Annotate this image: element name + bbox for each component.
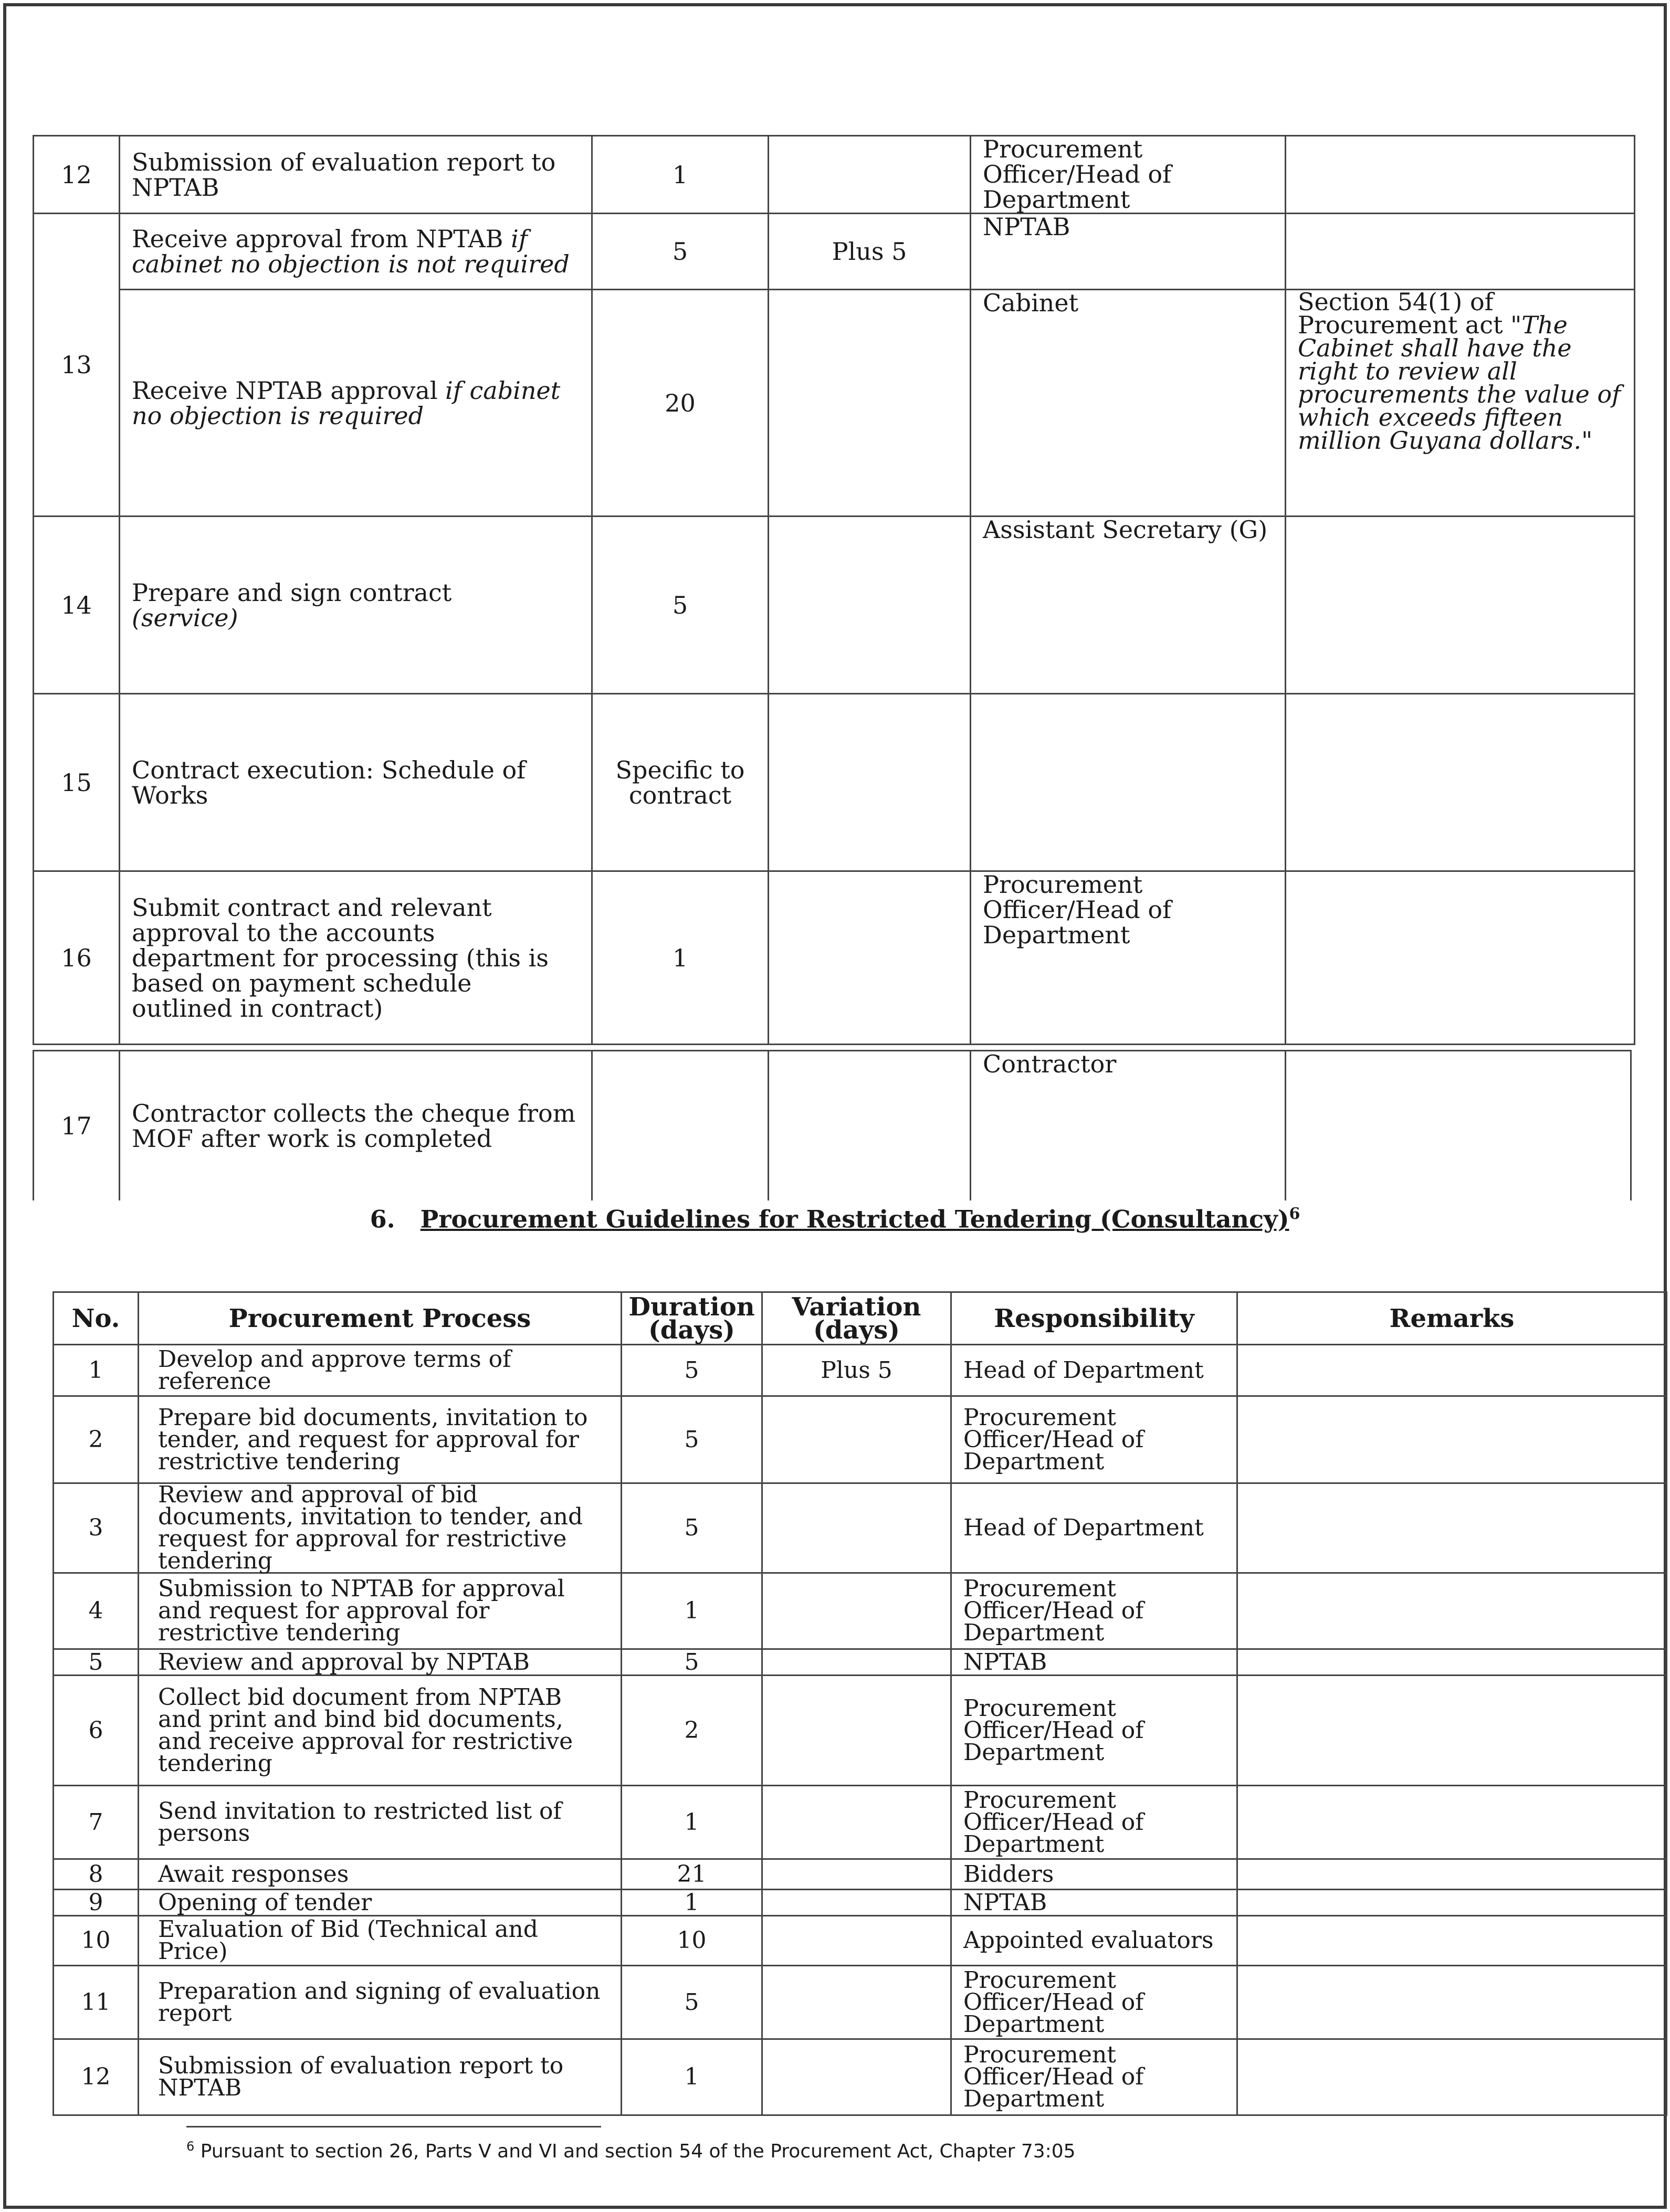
procurement-process: Review and approval by NPTAB — [139, 1649, 622, 1676]
procurement-process: Collect bid document from NPTAB and print and bind bid documents, and receive approval for restrictive tendering — [139, 1676, 622, 1786]
table-row — [54, 2039, 1667, 2115]
responsibility: Head of Department — [951, 1345, 1237, 1396]
table-row — [54, 1966, 1667, 2039]
restricted-tendering-consultancy-table — [52, 1291, 1667, 2116]
duration: 2 — [622, 1676, 762, 1786]
row-number: 4 — [54, 1573, 139, 1649]
row-number: 2 — [54, 1396, 139, 1483]
header-row — [54, 1292, 1667, 1345]
procurement-process: Send invitation to restricted list of persons — [139, 1786, 622, 1859]
row-number: 3 — [54, 1483, 139, 1573]
responsibility: Procurement Officer/Head of Department — [951, 1966, 1237, 2039]
responsibility: NPTAB — [951, 1890, 1237, 1916]
duration: 10 — [622, 1916, 762, 1966]
process-text: Receive NPTAB approval — [132, 376, 438, 405]
row-number: 15 — [34, 694, 120, 871]
header-no: No. — [54, 1292, 139, 1345]
variation — [762, 2039, 951, 2115]
duration: 5 — [592, 517, 769, 694]
table-row — [54, 1676, 1667, 1786]
variation — [769, 290, 971, 517]
remarks — [1237, 1396, 1667, 1483]
remarks — [1286, 517, 1635, 694]
restricted-tendering-goods-table-continued — [33, 135, 1635, 1045]
remarks — [1237, 1649, 1667, 1676]
header-procurement-process: Procurement Process — [139, 1292, 622, 1345]
responsibility: Procurement Officer/Head of Department — [951, 1676, 1237, 1786]
variation — [762, 1916, 951, 1966]
procurement-process: Submission to NPTAB for approval and request for approval for restrictive tendering — [139, 1573, 622, 1649]
variation — [769, 1051, 971, 1200]
remarks-quote: "The Cabinet shall have the right to review all procurements the value of which exceeds fifteen million Guyana dollars." — [1298, 311, 1621, 455]
row-number: 5 — [54, 1649, 139, 1676]
procurement-process: Await responses — [139, 1859, 622, 1890]
duration: 1 — [622, 1573, 762, 1649]
variation — [769, 517, 971, 694]
footnote-divider — [186, 2126, 601, 2127]
remarks — [1237, 1859, 1667, 1890]
duration: 20 — [592, 290, 769, 517]
remarks — [1286, 290, 1635, 517]
responsibility: Procurement Officer/Head of Department — [971, 871, 1286, 1045]
duration: 5 — [622, 1483, 762, 1573]
remarks — [1286, 694, 1635, 871]
row-number: 10 — [54, 1916, 139, 1966]
duration: 5 — [622, 1345, 762, 1396]
header-duration: Duration (days) — [622, 1292, 762, 1345]
remarks — [1237, 2039, 1667, 2115]
table-row — [54, 1345, 1667, 1396]
remarks — [1237, 1916, 1667, 1966]
remarks — [1237, 1573, 1667, 1649]
table-row — [34, 517, 1635, 694]
table-row — [34, 694, 1635, 871]
variation — [769, 871, 971, 1045]
row-number: 1 — [54, 1345, 139, 1396]
table-row — [54, 1786, 1667, 1859]
row-number: 6 — [54, 1676, 139, 1786]
table-row — [54, 1890, 1667, 1916]
table-row — [34, 1051, 1631, 1200]
responsibility: Procurement Officer/Head of Department — [951, 1396, 1237, 1483]
table-row — [54, 1396, 1667, 1483]
header-remarks: Remarks — [1237, 1292, 1667, 1345]
duration: 5 — [622, 1396, 762, 1483]
responsibility — [971, 694, 1286, 871]
remarks — [1286, 136, 1635, 214]
header-responsibility: Responsibility — [951, 1292, 1237, 1345]
procurement-process: Evaluation of Bid (Technical and Price) — [139, 1916, 622, 1966]
procurement-process: Preparation and signing of evaluation report — [139, 1966, 622, 2039]
duration: Specific to contract — [592, 694, 769, 871]
remarks — [1286, 871, 1635, 1045]
responsibility: Assistant Secretary (G) — [971, 517, 1286, 694]
responsibility: Head of Department — [951, 1483, 1237, 1573]
variation — [762, 1859, 951, 1890]
table-row — [34, 214, 1635, 290]
duration: 1 — [622, 1786, 762, 1859]
responsibility: NPTAB — [951, 1649, 1237, 1676]
table-row — [54, 1859, 1667, 1890]
footnote-text: Pursuant to section 26, Parts V and VI and section 54 of the Procurement Act, Chapter 73:05 — [200, 2141, 1076, 2162]
responsibility: Procurement Officer/Head of Department — [971, 136, 1286, 214]
row-number: 8 — [54, 1859, 139, 1890]
row-number: 16 — [34, 871, 120, 1045]
table-row — [34, 136, 1635, 214]
variation — [762, 1786, 951, 1859]
remarks — [1286, 1051, 1631, 1200]
table-row — [54, 1649, 1667, 1676]
duration: 1 — [622, 1890, 762, 1916]
remarks-text: Section 54(1) of Procurement act — [1298, 288, 1503, 339]
table-row — [54, 1483, 1667, 1573]
process-text: Prepare and sign contract — [132, 578, 452, 607]
responsibility: Procurement Officer/Head of Department — [951, 2039, 1237, 2115]
table-row — [54, 1916, 1667, 1966]
section-title: Procurement Guidelines for Restricted Tendering (Consultancy) — [420, 1205, 1289, 1234]
row-number: 9 — [54, 1890, 139, 1916]
remarks — [1237, 1786, 1667, 1859]
row-number: 13 — [34, 214, 120, 517]
procurement-process: Submission of evaluation report to NPTAB — [120, 136, 592, 214]
duration: 1 — [622, 2039, 762, 2115]
section-heading — [0, 1205, 1670, 1233]
variation: Plus 5 — [769, 214, 971, 290]
responsibility: Procurement Officer/Head of Department — [951, 1573, 1237, 1649]
variation — [762, 1890, 951, 1916]
process-note: (service) — [132, 603, 238, 632]
duration: 21 — [622, 1859, 762, 1890]
row-number: 17 — [34, 1051, 120, 1200]
procurement-process: Develop and approve terms of reference — [139, 1345, 622, 1396]
responsibility: Bidders — [951, 1859, 1237, 1890]
procurement-process: Review and approval of bid documents, invitation to tender, and request for approval for restrictive tendering — [139, 1483, 622, 1573]
duration: 5 — [592, 214, 769, 290]
process-condition: if cabinet no objection is required — [132, 376, 561, 430]
procurement-process: Submit contract and relevant approval to the accounts department for processing (this is based on payment schedule outlined in contract) — [120, 871, 592, 1045]
variation — [762, 1573, 951, 1649]
process-condition: if cabinet no objection is not required — [132, 225, 570, 278]
variation — [762, 1396, 951, 1483]
row-number: 7 — [54, 1786, 139, 1859]
variation — [762, 1966, 951, 2039]
duration: 5 — [622, 1649, 762, 1676]
process-text: Receive approval from NPTAB — [132, 225, 503, 253]
duration: 1 — [592, 136, 769, 214]
header-variation: Variation (days) — [762, 1292, 951, 1345]
row-number: 14 — [34, 517, 120, 694]
duration: 1 — [592, 871, 769, 1045]
table-row — [34, 290, 1635, 517]
procurement-process — [120, 517, 592, 694]
variation — [762, 1676, 951, 1786]
row-number: 12 — [34, 136, 120, 214]
variation — [762, 1483, 951, 1573]
responsibility: NPTAB — [971, 214, 1286, 290]
responsibility: Procurement Officer/Head of Department — [951, 1786, 1237, 1859]
row-number: 11 — [54, 1966, 139, 2039]
duration: 5 — [622, 1966, 762, 2039]
procurement-process: Contractor collects the cheque from MOF after work is completed — [120, 1051, 592, 1200]
variation — [762, 1649, 951, 1676]
restricted-tendering-goods-table-last-row — [33, 1050, 1632, 1200]
responsibility: Cabinet — [971, 290, 1286, 517]
procurement-process: Submission of evaluation report to NPTAB — [139, 2039, 622, 2115]
variation — [769, 694, 971, 871]
remarks — [1237, 1676, 1667, 1786]
variation: Plus 5 — [762, 1345, 951, 1396]
procurement-process — [120, 290, 592, 517]
procurement-process — [120, 214, 592, 290]
responsibility: Contractor — [971, 1051, 1286, 1200]
section-number: 6. — [370, 1205, 395, 1234]
table-row — [54, 1573, 1667, 1649]
duration — [592, 1051, 769, 1200]
row-number: 12 — [54, 2039, 139, 2115]
responsibility: Appointed evaluators — [951, 1916, 1237, 1966]
variation — [769, 136, 971, 214]
footnote-mark: 6 — [186, 2139, 195, 2154]
remarks — [1237, 1345, 1667, 1396]
footnote — [186, 2139, 1076, 2162]
table-row — [34, 871, 1635, 1045]
remarks — [1237, 1483, 1667, 1573]
procurement-process: Opening of tender — [139, 1890, 622, 1916]
procurement-process: Prepare bid documents, invitation to tender, and request for approval for restrictive tendering — [139, 1396, 622, 1483]
remarks — [1237, 1966, 1667, 2039]
procurement-process: Contract execution: Schedule of Works — [120, 694, 592, 871]
remarks — [1286, 214, 1635, 290]
footnote-reference: 6 — [1289, 1205, 1300, 1223]
remarks — [1237, 1890, 1667, 1916]
